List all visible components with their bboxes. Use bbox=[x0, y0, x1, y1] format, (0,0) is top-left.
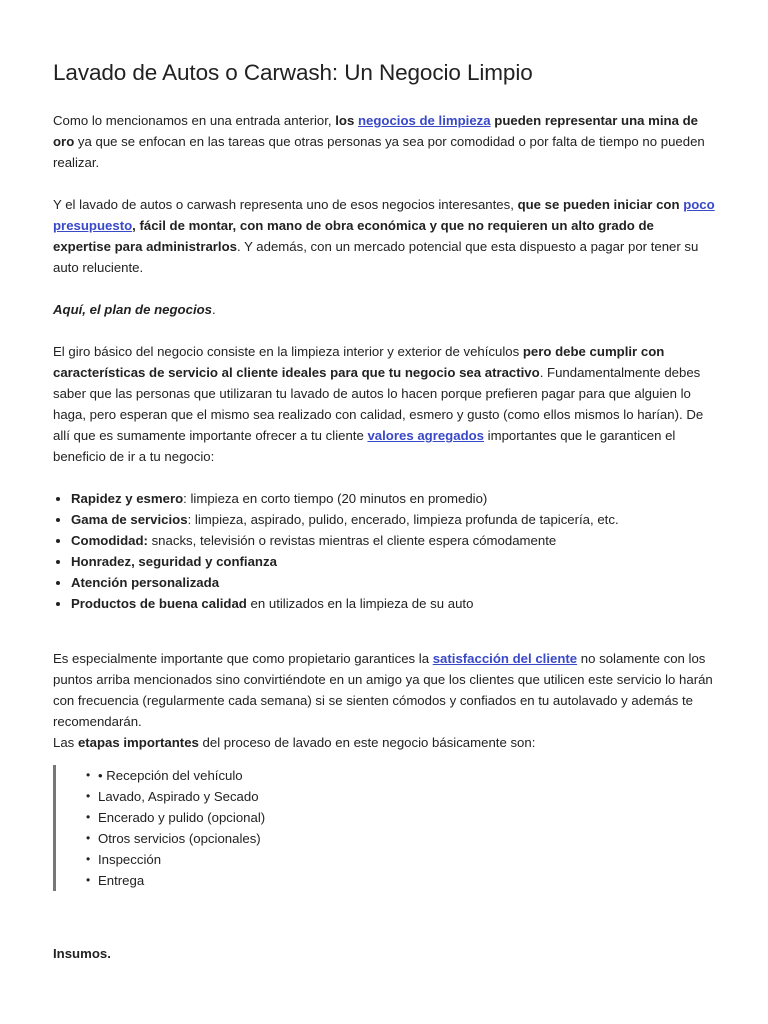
feature-bold: Atención personalizada bbox=[71, 575, 220, 590]
feature-text: snacks, televisión o revistas mientras el cliente espera cómodamente bbox=[147, 533, 557, 548]
list-item bbox=[71, 530, 715, 551]
list-item: • Otros servicios (opcionales) bbox=[86, 828, 482, 849]
text: Como lo mencionamos en una entrada anterior, bbox=[53, 113, 336, 128]
text: El giro básico del negocio consiste en la limpieza interior y exterior de vehículos bbox=[53, 344, 523, 359]
paragraph-giro bbox=[53, 341, 715, 467]
bold-text: que se pueden iniciar con bbox=[517, 197, 684, 212]
bold-text: etapas importantes bbox=[77, 735, 199, 750]
link-negocios-de-limpieza[interactable]: negocios de limpieza bbox=[357, 113, 491, 128]
paragraph-carwash bbox=[53, 194, 715, 278]
bold-text: , fácil de montar, con mano de obra económica y que no requieren un alto grado de expertise para administrarlos bbox=[53, 218, 654, 254]
feature-text: : limpieza, aspirado, pulido, encerado, limpieza profunda de tapicería, etc. bbox=[187, 512, 619, 527]
text: . Fundamentalmente debes saber que las personas que utilizaran tu lavado de autos lo hacen porque prefieren pagar para que alguien lo haga, pero esperan que el mismo sea realizado con calidad, esmero y gusto (como ellos mismos lo harían). De allí que es sumamente importante ofrecer a tu cliente bbox=[53, 365, 704, 443]
bold-text: pero debe cumplir con características de servicio al cliente ideales para que tu negocio sea atractivo bbox=[53, 344, 665, 380]
list-item bbox=[71, 488, 715, 509]
bold-text: pueden representar una mina de oro bbox=[53, 113, 699, 149]
feature-bold: Honradez, seguridad y confianza bbox=[71, 554, 277, 569]
feature-text: en utilizados en la limpieza de su auto bbox=[246, 596, 474, 611]
feature-bold: Rapidez y esmero bbox=[71, 491, 184, 506]
feature-bold: Productos de buena calidad bbox=[71, 596, 247, 611]
list-item bbox=[71, 572, 715, 593]
feature-bold: Gama de servicios bbox=[71, 512, 188, 527]
list-item: • Inspección bbox=[86, 849, 482, 870]
text: Es especialmente importante que como propietario garantices la bbox=[53, 651, 433, 666]
article-title: Lavado de Autos o Carwash: Un Negocio Limpio bbox=[53, 60, 533, 85]
link-satisfaccion-del-cliente[interactable]: satisfacción del cliente bbox=[432, 651, 578, 666]
text: no solamente con los puntos arriba mencionados sino convirtiéndote en un amigo ya que los clientes que utilicen este servicio lo harán con frecuencia (regularmente cada semana) si se sienten cómodos y confiados en tu autolavado y además te recomendarán. bbox=[53, 651, 713, 729]
list-item: • • Recepción del vehículo bbox=[86, 765, 482, 786]
features-list bbox=[53, 488, 715, 614]
bold-italic-text: Aquí, el plan de negocios bbox=[53, 302, 213, 317]
text: importantes que le garanticen el beneficio de ir a tu negocio: bbox=[53, 428, 676, 464]
link-valores-agregados[interactable]: valores agregados bbox=[367, 428, 485, 443]
list-item: • Encerado y pulido (opcional) bbox=[86, 807, 482, 828]
list-item bbox=[71, 593, 715, 614]
text: . bbox=[212, 302, 216, 317]
paragraph-intro bbox=[53, 110, 715, 173]
text: Las bbox=[53, 735, 78, 750]
feature-text: : limpieza en corto tiempo (20 minutos en promedio) bbox=[183, 491, 488, 506]
link-poco-presupuesto[interactable]: poco presupuesto bbox=[53, 197, 715, 233]
stages-blockquote bbox=[53, 765, 482, 891]
bold-text: los bbox=[335, 113, 358, 128]
text: Y el lavado de autos o carwash representa uno de esos negocios interesantes, bbox=[53, 197, 518, 212]
text: del proceso de lavado en este negocio básicamente son: bbox=[198, 735, 536, 750]
feature-bold: Comodidad: bbox=[71, 533, 148, 548]
list-item: • Lavado, Aspirado y Secado bbox=[86, 786, 482, 807]
paragraph-plan bbox=[53, 299, 715, 320]
list-item: • Entrega bbox=[86, 870, 482, 891]
section-heading-insumos: Insumos. bbox=[53, 946, 111, 961]
text: . Y además, con un mercado potencial que esta dispuesto a pagar por tener su auto reluciente. bbox=[53, 239, 699, 275]
list-item bbox=[71, 551, 715, 572]
stages-list bbox=[82, 765, 482, 891]
text: ya que se enfocan en las tareas que otras personas ya sea por comodidad o por falta de tiempo no pueden realizar. bbox=[53, 134, 705, 170]
paragraph-etapas bbox=[53, 732, 715, 753]
paragraph-satisfaccion bbox=[53, 648, 715, 732]
list-item bbox=[71, 509, 715, 530]
